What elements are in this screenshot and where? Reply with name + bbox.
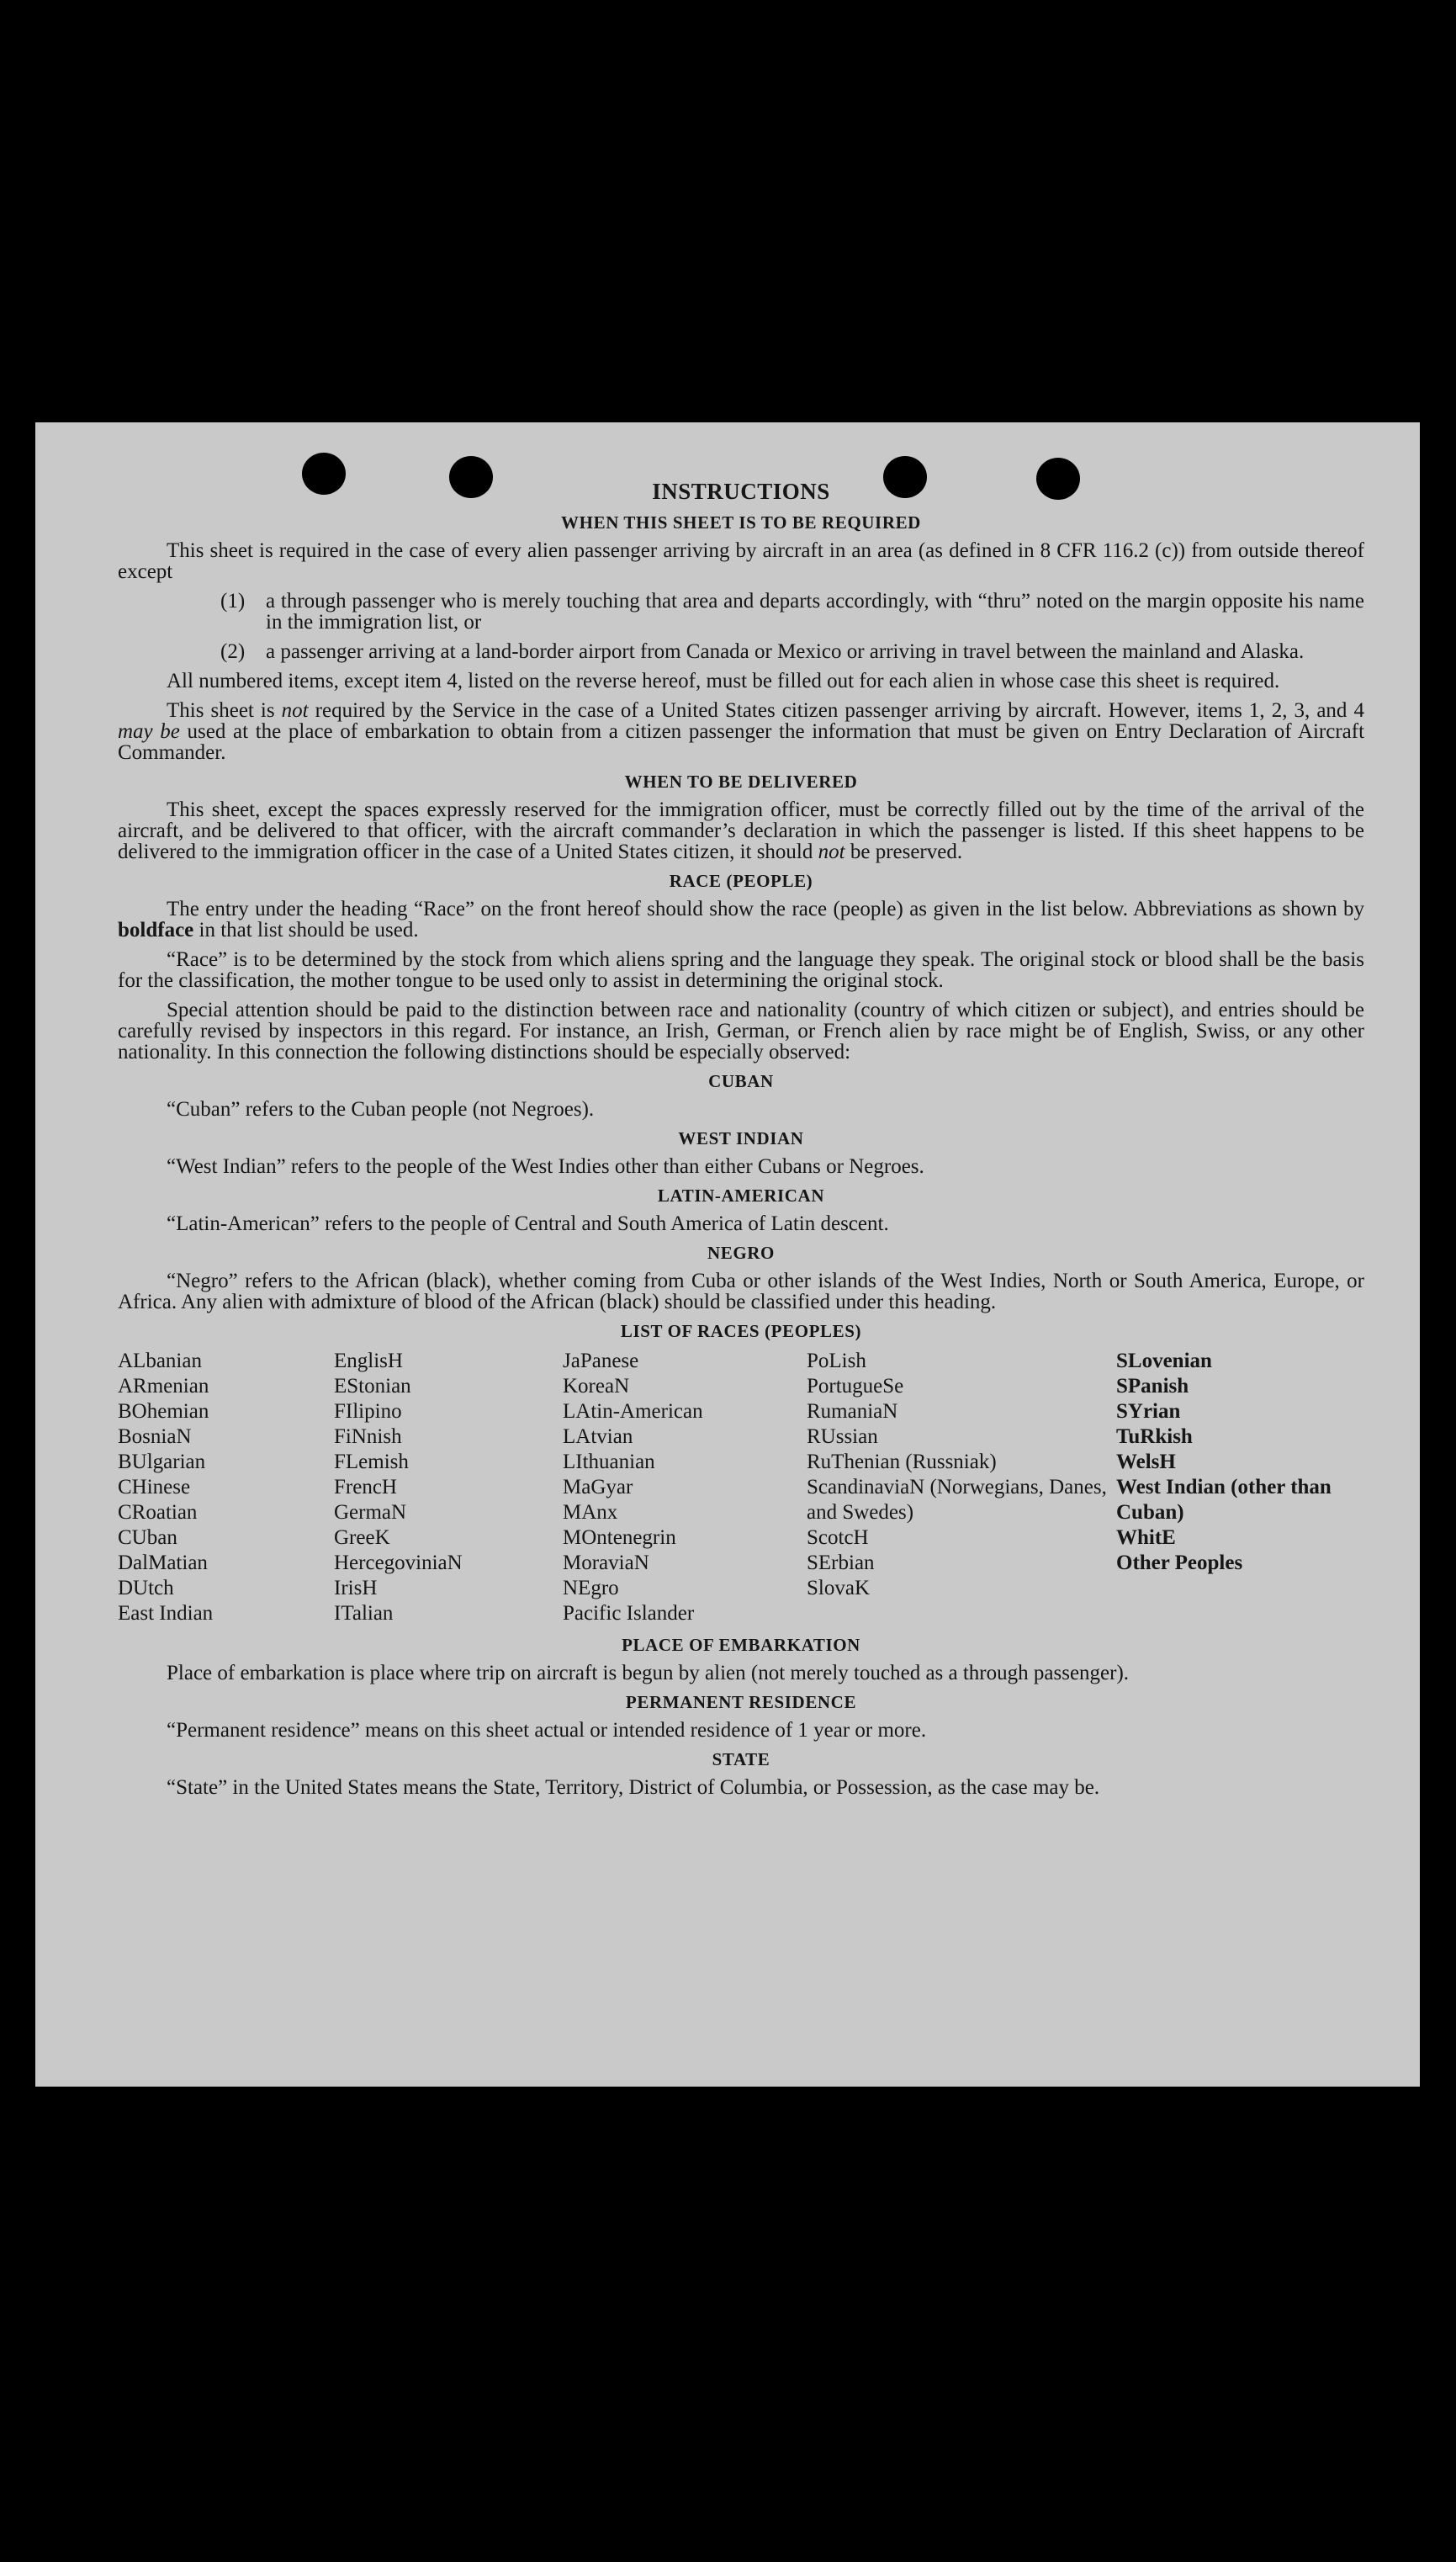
race-entry: KoreaN xyxy=(563,1375,630,1398)
latin-american-text: “Latin-American” refers to the people of Central and South America of Latin descent. xyxy=(167,1212,889,1235)
item-text: a passenger arriving at a land-border airport from Canada or Mexico or arriving in travel between the mainland and Alaska. xyxy=(266,640,1305,663)
race-entry: East Indian xyxy=(118,1602,214,1625)
race-entry: RuThenian (Russniak) xyxy=(807,1451,997,1473)
race-entry: SLovenian xyxy=(1116,1350,1212,1372)
race-paragraph-1: The entry under the heading “Race” on the front hereof should show the race (people) as given in the list below. Abbreviations as shown by boldface in that list should be used. xyxy=(118,898,1364,942)
west-indian-text: “West Indian” refers to the people of the West Indies other than either Cubans or Negroes. xyxy=(167,1155,924,1178)
embarkation-text: Place of embarkation is place where trip on aircraft is begun by alien (not merely touched as a through passenger). xyxy=(167,1662,1130,1684)
item-text: a through passenger who is merely touching that area and departs accordingly, with “thru” noted on the margin opposite his name in the immigration list, or xyxy=(266,590,1364,634)
race-entry: ScotcH xyxy=(807,1526,869,1549)
races-column xyxy=(334,1349,563,1626)
west-indian-heading: WEST INDIAN xyxy=(678,1128,804,1148)
exception-item xyxy=(118,591,1364,633)
section-heading-delivered: WHEN TO BE DELIVERED xyxy=(624,772,858,792)
race-entry: ScandinaviaN (Norwegians, Danes, and Swedes) xyxy=(807,1476,1107,1524)
race-entry: BUlgarian xyxy=(118,1451,206,1473)
race-entry: ITalian xyxy=(334,1602,394,1625)
state-heading: STATE xyxy=(712,1749,770,1769)
residence-text: “Permanent residence” means on this sheet actual or intended residence of 1 year or more. xyxy=(167,1719,927,1742)
numbered-items-paragraph: All numbered items, except item 4, listed on the reverse hereof, must be filled out for each alien in whose case this sheet is required. xyxy=(167,670,1280,692)
race-entry: LAtin-American xyxy=(563,1400,703,1423)
race-entry: PortugueSe xyxy=(807,1375,904,1398)
race-entry: LAtvian xyxy=(563,1425,633,1448)
race-entry: MAnx xyxy=(563,1501,618,1524)
race-entry: PoLish xyxy=(807,1350,866,1372)
required-intro: This sheet is required in the case of every alien passenger arriving by aircraft in an area (as defined in 8 CFR 116.2 (c)) from outside thereof except xyxy=(118,539,1364,583)
race-paragraph-3: Special attention should be paid to the distinction between race and nationality (country of which citizen or subject), and entries should be carefully revised by inspectors in this regard. For instance, an Irish, German, or French alien by race might be of English, Swiss, or any other nationality. In this connection the following distinctions should be especially observed: xyxy=(118,999,1364,1064)
race-entry: ALbanian xyxy=(118,1350,202,1372)
race-entry: Other Peoples xyxy=(1116,1552,1243,1574)
race-entry: MaGyar xyxy=(563,1476,633,1498)
races-list xyxy=(118,1349,1364,1626)
race-entry: SErbian xyxy=(807,1552,875,1574)
race-entry: HercegoviniaN xyxy=(334,1552,463,1574)
negro-text: “Negro” refers to the African (black), whether coming from Cuba or other islands of the West Indies, North or South America, Europe, or Africa. Any alien with admixture of blood of the African (black) should be classified under this heading. xyxy=(118,1270,1364,1313)
delivered-paragraph: This sheet, except the spaces expressly reserved for the immigration officer, must be correctly filled out by the time of the arrival of the aircraft, and be delivered to that officer, with the aircraft commander’s declaration in which the passenger is listed. If this sheet happens to be delivered to the immigration officer in the case of a United States citizen, it should not be preserved. xyxy=(118,798,1364,863)
race-entry: WhitE xyxy=(1116,1526,1176,1549)
residence-heading: PERMANENT RESIDENCE xyxy=(625,1692,857,1712)
exception-item xyxy=(118,641,1364,662)
race-entry: MOntenegrin xyxy=(563,1526,676,1549)
race-entry: SPanish xyxy=(1116,1375,1189,1398)
cuban-text: “Cuban” refers to the Cuban people (not Negroes). xyxy=(167,1098,595,1121)
races-list-heading: LIST OF RACES (PEOPLES) xyxy=(620,1321,862,1341)
race-entry: CRoatian xyxy=(118,1501,198,1524)
race-entry: IrisH xyxy=(334,1577,378,1599)
race-entry: MoraviaN xyxy=(563,1552,649,1574)
race-entry: SlovaK xyxy=(807,1577,870,1599)
race-entry: NEgro xyxy=(563,1577,619,1599)
race-paragraph-2: “Race” is to be determined by the stock from which aliens spring and the language they speak. The original stock or blood shall be the basis for the classification, the mother tongue to be used only to assist in determining the original stock. xyxy=(118,948,1364,992)
citizen-paragraph: This sheet is not required by the Service in the case of a United States citizen passenger arriving by aircraft. However, items 1, 2, 3, and 4 may be used at the place of embarkation to obtain from a citizen passenger the information that must be given on Entry Declaration of Aircraft Commander. xyxy=(118,699,1365,764)
race-entry: Pacific Islander xyxy=(563,1602,695,1625)
race-entry: CHinese xyxy=(118,1476,191,1498)
instructions-content xyxy=(118,481,1364,1806)
race-entry: RumaniaN xyxy=(807,1400,898,1423)
race-entry: BOhemian xyxy=(118,1400,209,1423)
latin-american-heading: LATIN-AMERICAN xyxy=(657,1186,825,1206)
race-entry: LIthuanian xyxy=(563,1451,655,1473)
races-column xyxy=(1116,1349,1364,1626)
race-entry: FIlipino xyxy=(334,1400,402,1423)
races-column xyxy=(563,1349,807,1626)
race-entry: FiNnish xyxy=(334,1425,402,1448)
race-entry: GreeK xyxy=(334,1526,390,1549)
race-entry: DUtch xyxy=(118,1577,174,1599)
races-column xyxy=(118,1349,334,1626)
item-number: (2) xyxy=(220,640,246,663)
race-entry: TuRkish xyxy=(1116,1425,1193,1448)
races-column xyxy=(807,1349,1116,1626)
race-entry: ARmenian xyxy=(118,1375,209,1398)
race-entry: JaPanese xyxy=(563,1350,639,1372)
race-entry: SYrian xyxy=(1116,1400,1181,1423)
race-entry: FrencH xyxy=(334,1476,397,1498)
state-text: “State” in the United States means the State, Territory, District of Columbia, or Possession, as the case may be. xyxy=(167,1776,1100,1799)
section-heading-required: WHEN THIS SHEET IS TO BE REQUIRED xyxy=(561,512,921,533)
item-number: (1) xyxy=(220,590,246,613)
negro-heading: NEGRO xyxy=(707,1243,775,1263)
race-entry: CUban xyxy=(118,1526,177,1549)
race-entry: EStonian xyxy=(334,1375,411,1398)
section-heading-race: RACE (PEOPLE) xyxy=(669,871,813,891)
race-entry: FLemish xyxy=(334,1451,409,1473)
cuban-heading: CUBAN xyxy=(708,1071,774,1091)
race-entry: BosniaN xyxy=(118,1425,192,1448)
race-entry: West Indian (other than Cuban) xyxy=(1116,1476,1332,1524)
race-entry: WelsH xyxy=(1116,1451,1176,1473)
race-entry: DalMatian xyxy=(118,1552,208,1574)
page-title: INSTRUCTIONS xyxy=(652,479,830,504)
document-page xyxy=(35,422,1420,2087)
embarkation-heading: PLACE OF EMBARKATION xyxy=(622,1635,860,1655)
race-entry: GermaN xyxy=(334,1501,407,1524)
race-entry: EnglisH xyxy=(334,1350,403,1372)
race-entry: RUssian xyxy=(807,1425,878,1448)
